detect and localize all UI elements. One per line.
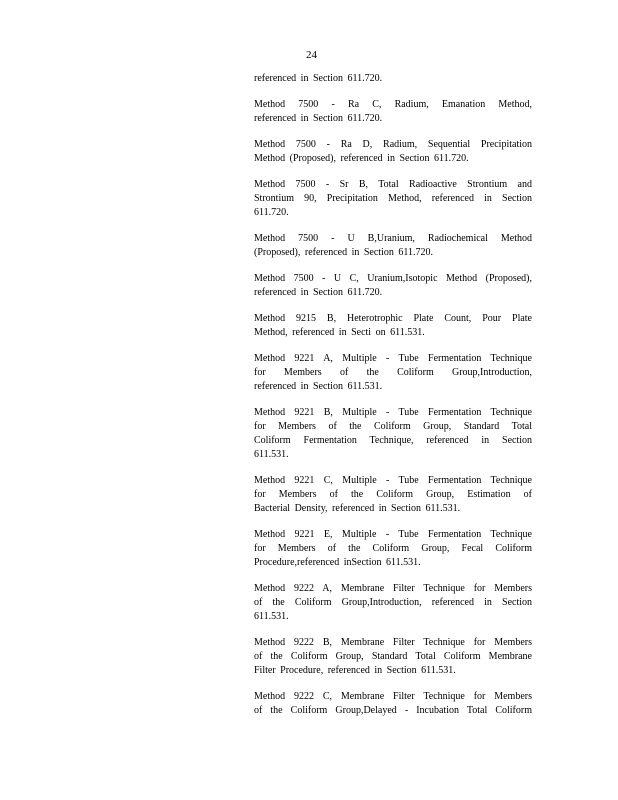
entry-line: Method 9221 E, Multiple - Tube Fermentation Technique bbox=[254, 529, 532, 540]
entry-line: Method 7500 - Sr B, Total Radioactive Strontium and bbox=[254, 179, 532, 190]
entry-line: of the Coliform Group,Delayed - Incubation Total Coliform bbox=[254, 705, 532, 716]
entry-line: for Members of the Coliform Group, Estimation of bbox=[254, 489, 532, 500]
entry-line: Bacterial Density, referenced in Section 611.531. bbox=[254, 503, 461, 514]
method-entry bbox=[254, 406, 532, 462]
method-entry bbox=[254, 582, 532, 624]
entry-line: referenced in Section 611.720. bbox=[254, 113, 383, 124]
entry-line: for Members of the Coliform Group,Introduction, bbox=[254, 367, 532, 378]
method-entry bbox=[254, 272, 532, 300]
entry-line: Method 9222 B, Membrane Filter Technique for Members bbox=[254, 637, 532, 648]
entry-line: Method 9221 A, Multiple - Tube Fermentation Technique bbox=[254, 353, 532, 364]
method-entry bbox=[254, 138, 532, 166]
entry-line: Method 7500 - Ra D, Radium, Sequential Precipitation bbox=[254, 139, 532, 150]
method-entry bbox=[254, 690, 532, 718]
entry-line: Method 9215 B, Heterotrophic Plate Count, Pour Plate bbox=[254, 313, 532, 324]
method-entry bbox=[254, 474, 532, 516]
entry-line: for Members of the Coliform Group, Standard Total bbox=[254, 421, 532, 432]
entry-line: Method 9221 B, Multiple - Tube Fermentation Technique bbox=[254, 407, 532, 418]
entry-line: referenced in Section 611.720. bbox=[254, 287, 383, 298]
entry-line: Method 9222 A, Membrane Filter Technique for Members bbox=[254, 583, 532, 594]
entry-line: Method 7500 - U C, Uranium,Isotopic Method (Proposed), bbox=[254, 273, 532, 284]
entry-line: (Proposed), referenced in Section 611.720. bbox=[254, 247, 433, 258]
entry-line: of the Coliform Group, Standard Total Coliform Membrane bbox=[254, 651, 532, 662]
entry-line: Coliform Fermentation Technique, referenced in Section bbox=[254, 435, 532, 446]
entry-line: Filter Procedure, referenced in Section 611.531. bbox=[254, 665, 456, 676]
method-entry bbox=[254, 636, 532, 678]
entry-line: Method 9221 C, Multiple - Tube Fermentation Technique bbox=[254, 475, 532, 486]
entry-line: 611.720. bbox=[254, 207, 289, 218]
entry-line: Method 7500 - Ra C, Radium, Emanation Method, bbox=[254, 99, 532, 110]
entry-line: for Members of the Coliform Group, Fecal Coliform bbox=[254, 543, 532, 554]
entry-line: Method, referenced in Secti on 611.531. bbox=[254, 327, 425, 338]
entry-line: of the Coliform Group,Introduction, referenced in Section bbox=[254, 597, 532, 608]
page-number: 24 bbox=[306, 49, 317, 61]
entry-line: referenced in Section 611.720. bbox=[254, 73, 383, 84]
entry-line: Procedure,referenced inSection 611.531. bbox=[254, 557, 421, 568]
entry-line: 611.531. bbox=[254, 611, 289, 622]
method-entry bbox=[254, 352, 532, 394]
entry-line: Strontium 90, Precipitation Method, referenced in Section bbox=[254, 193, 532, 204]
entry-line: referenced in Section 611.531. bbox=[254, 381, 383, 392]
method-entry bbox=[254, 528, 532, 570]
entry-line: 611.531. bbox=[254, 449, 289, 460]
method-list bbox=[254, 72, 532, 730]
method-entry bbox=[254, 98, 532, 126]
method-entry bbox=[254, 232, 532, 260]
entry-line: Method 7500 - U B,Uranium, Radiochemical Method bbox=[254, 233, 532, 244]
method-entry bbox=[254, 312, 532, 340]
method-entry bbox=[254, 178, 532, 220]
entry-line: Method 9222 C, Membrane Filter Technique for Members bbox=[254, 691, 532, 702]
method-entry bbox=[254, 72, 532, 86]
entry-line: Method (Proposed), referenced in Section 611.720. bbox=[254, 153, 469, 164]
